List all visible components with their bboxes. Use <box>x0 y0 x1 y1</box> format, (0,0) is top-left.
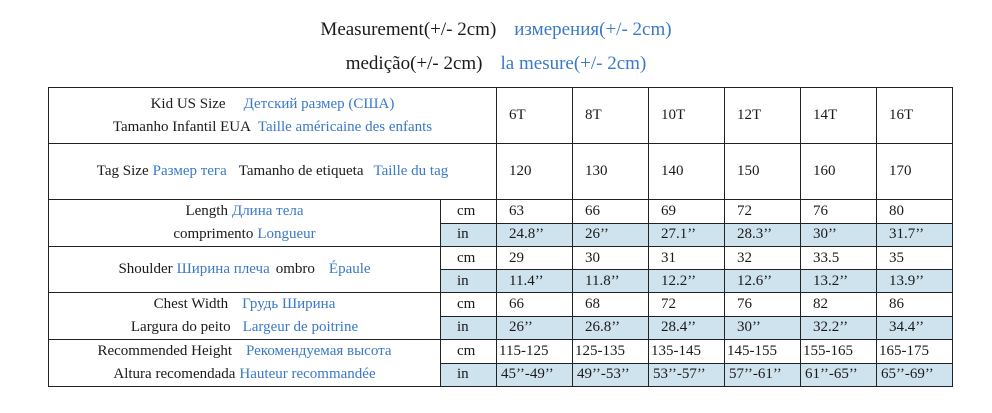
size-cell: 12T <box>725 88 801 144</box>
shoulder-label-ru: Ширина плеча <box>176 261 270 277</box>
value-cell: 49’’-53’’ <box>573 363 649 387</box>
length-label-fr: Longueur <box>257 226 316 242</box>
value-cell: 35 <box>877 247 953 270</box>
value-cell: 61’’-65’’ <box>801 363 877 387</box>
tag-label-en: Tag Size <box>96 163 149 179</box>
tag-label-pt: Tamanho de etiqueta <box>238 163 364 179</box>
tag-label-ru: Размер тега <box>152 163 227 179</box>
height-label-cell <box>49 340 441 387</box>
value-cell: 26.8’’ <box>573 316 649 340</box>
chest-label-fr: Largeur de poitrine <box>242 319 359 335</box>
value-cell: 165-175 <box>877 340 953 364</box>
title-measurement-fr: la mesure(+/- 2cm) <box>500 53 647 74</box>
value-cell: 34.4’’ <box>877 316 953 340</box>
title-measurement-pt2: medição(+/- 2cm) <box>345 53 483 74</box>
value-cell: 27.1’’ <box>649 223 725 247</box>
unit-in: in <box>441 223 497 247</box>
value-cell: 135-145 <box>649 340 725 364</box>
length-label-en: Length <box>185 203 228 219</box>
value-cell: 11.8’’ <box>573 270 649 293</box>
value-cell: 24.8’’ <box>497 223 573 247</box>
tag-label-cell <box>49 144 497 200</box>
value-cell: 69 <box>649 200 725 224</box>
title-measurement-ru: измерения(+/- 2cm) <box>514 19 672 40</box>
value-cell: 31.7’’ <box>877 223 953 247</box>
tag-cell: 130 <box>573 144 649 200</box>
chest-label-pt: Largura do peito <box>130 319 231 335</box>
value-cell: 29 <box>497 247 573 270</box>
length-label-ru: Длина тела <box>231 203 304 219</box>
size-label-en: Kid US Size <box>150 95 226 112</box>
height-label-pt: Altura recomendada <box>113 366 236 382</box>
shoulder-label-cell <box>49 247 441 293</box>
value-cell: 12.2’’ <box>649 270 725 293</box>
tag-label-fr: Taille du tag <box>373 163 449 179</box>
value-cell: 30’’ <box>801 223 877 247</box>
tag-cell: 140 <box>649 144 725 200</box>
chest-label-ru: Грудь Ширина <box>242 296 336 312</box>
tag-cell: 150 <box>725 144 801 200</box>
length-cm-row <box>49 200 953 224</box>
value-cell: 13.2’’ <box>801 270 877 293</box>
value-cell: 82 <box>801 293 877 317</box>
value-cell: 66 <box>497 293 573 317</box>
value-cell: 31 <box>649 247 725 270</box>
tag-row <box>49 144 953 200</box>
title-measurement-pt: Measurement(+/- 2cm) <box>320 19 497 40</box>
size-cell: 8T <box>573 88 649 144</box>
unit-in: in <box>441 363 497 387</box>
length-label-cell <box>49 200 441 247</box>
value-cell: 72 <box>725 200 801 224</box>
title-line-2 <box>0 53 992 75</box>
value-cell: 32 <box>725 247 801 270</box>
value-cell: 53’’-57’’ <box>649 363 725 387</box>
value-cell: 63 <box>497 200 573 224</box>
value-cell: 13.9’’ <box>877 270 953 293</box>
value-cell: 86 <box>877 293 953 317</box>
size-chart-table <box>48 87 953 387</box>
value-cell: 30 <box>573 247 649 270</box>
value-cell: 76 <box>801 200 877 224</box>
size-label-ru: Детский размер (США) <box>243 95 395 112</box>
tag-cell: 160 <box>801 144 877 200</box>
unit-in: in <box>441 316 497 340</box>
value-cell: 28.4’’ <box>649 316 725 340</box>
value-cell: 28.3’’ <box>725 223 801 247</box>
size-label-fr: Taille américaine des enfants <box>257 118 433 135</box>
height-label-fr: Hauteur recommandée <box>239 366 376 382</box>
unit-cm: cm <box>441 247 497 270</box>
value-cell: 80 <box>877 200 953 224</box>
shoulder-label-en: Shoulder <box>118 261 173 277</box>
unit-cm: cm <box>441 293 497 317</box>
value-cell: 45’’-49’’ <box>497 363 573 387</box>
size-row <box>49 88 953 144</box>
value-cell: 66 <box>573 200 649 224</box>
value-cell: 65’’-69’’ <box>877 363 953 387</box>
shoulder-label-fr: Épaule <box>328 261 371 277</box>
height-cm-row <box>49 340 953 364</box>
height-label-en: Recommended Height <box>97 343 232 359</box>
value-cell: 145-155 <box>725 340 801 364</box>
value-cell: 30’’ <box>725 316 801 340</box>
chest-label-en: Chest Width <box>153 296 229 312</box>
value-cell: 115-125 <box>497 340 573 364</box>
value-cell: 26’’ <box>497 316 573 340</box>
size-cell: 16T <box>877 88 953 144</box>
value-cell: 26’’ <box>573 223 649 247</box>
value-cell: 72 <box>649 293 725 317</box>
value-cell: 12.6’’ <box>725 270 801 293</box>
unit-in: in <box>441 270 497 293</box>
size-cell: 6T <box>497 88 573 144</box>
size-label-cell <box>49 88 497 144</box>
shoulder-cm-row <box>49 247 953 270</box>
size-cell: 14T <box>801 88 877 144</box>
length-label-pt: comprimento <box>173 226 254 242</box>
shoulder-label-pt: ombro <box>275 261 315 277</box>
value-cell: 68 <box>573 293 649 317</box>
value-cell: 125-135 <box>573 340 649 364</box>
size-cell: 10T <box>649 88 725 144</box>
chest-label-cell <box>49 293 441 340</box>
value-cell: 57’’-61’’ <box>725 363 801 387</box>
size-label-pt: Tamanho Infantil EUA <box>112 118 251 135</box>
title-line-1 <box>0 19 992 41</box>
chest-cm-row <box>49 293 953 317</box>
unit-cm: cm <box>441 340 497 364</box>
height-label-ru: Рекомендуемая высота <box>246 343 392 359</box>
tag-cell: 120 <box>497 144 573 200</box>
tag-cell: 170 <box>877 144 953 200</box>
unit-cm: cm <box>441 200 497 224</box>
value-cell: 76 <box>725 293 801 317</box>
value-cell: 32.2’’ <box>801 316 877 340</box>
value-cell: 155-165 <box>801 340 877 364</box>
value-cell: 33.5 <box>801 247 877 270</box>
value-cell: 11.4’’ <box>497 270 573 293</box>
